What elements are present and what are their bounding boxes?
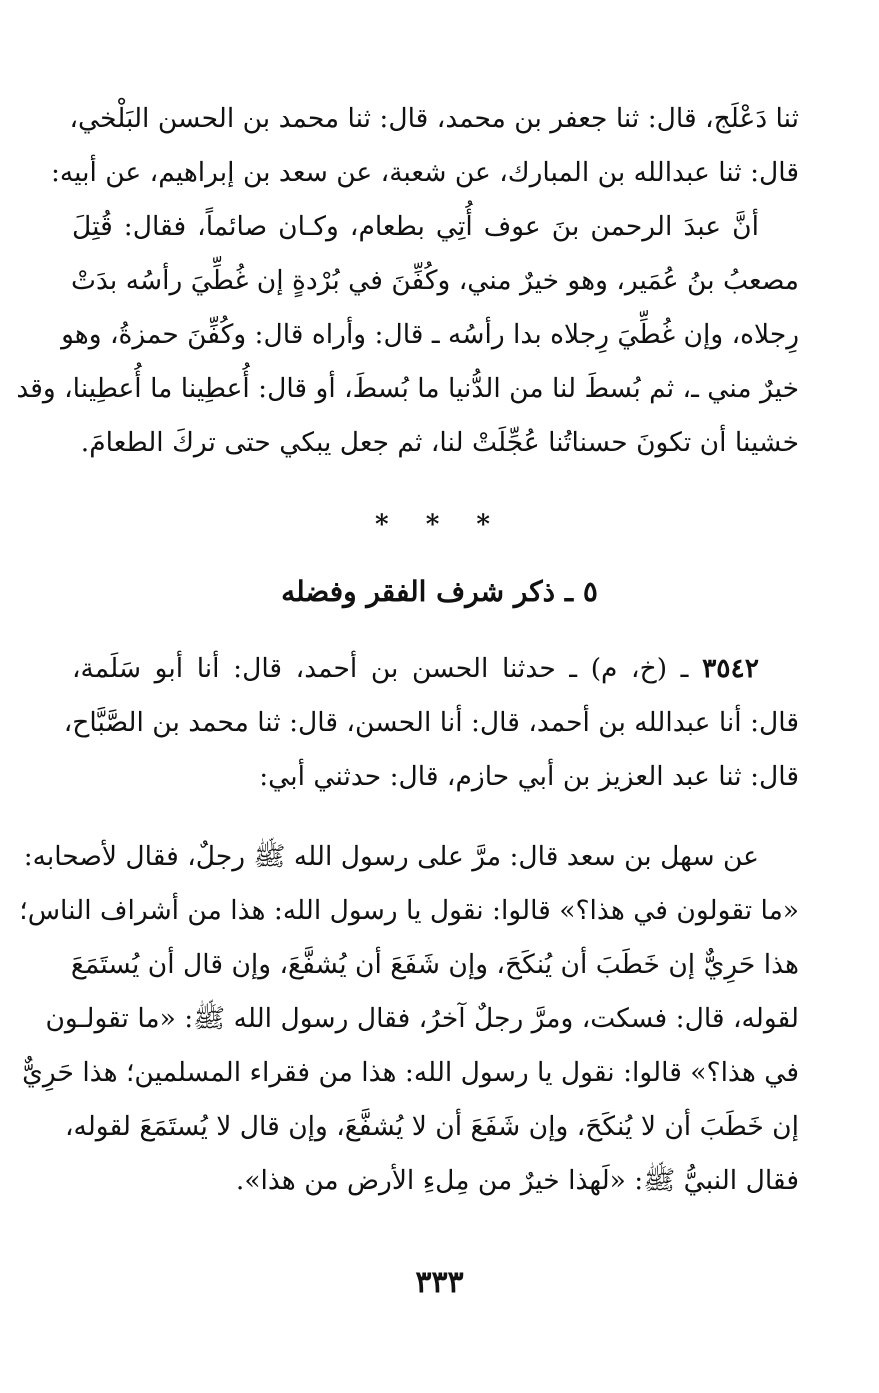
matn-line: رِجلاه، وإن غُطِّيَ رِجلاه بدا رأسُه ـ قال: وأراه قال: وكُفِّنَ حمزةُ، وهو — [61, 319, 799, 350]
matn-line: عن سهل بن سعد قال: مرَّ على رسول الله ﷺ رجلٌ، فقال لأصحابه: — [23, 841, 759, 872]
hadith-number: ٣٥٤٢ — [702, 653, 759, 684]
isnad-line: قال: ثنا عبدالله بن المبارك، عن شعبة، عن سعد بن إبراهيم، عن أبيه: — [50, 157, 799, 188]
matn-line: خيرٌ مني ـ، ثم بُسطَ لنا من الدُّنيا ما بُسطَ، أو قال: أُعطِينا ما أُعطِينا، وقد — [16, 373, 799, 404]
isnad-line: ـ (خ، م) ـ حدثنا الحسن بن أحمد، قال: أنا أبو سَلَمة، — [72, 653, 689, 684]
section-heading: ٥ ـ ذكر شرف الفقر وفضله — [281, 575, 598, 608]
isnad-line: قال: ثنا عبد العزيز بن أبي حازم، قال: حدثني أبي: — [259, 761, 799, 792]
matn-line: هذا حَرِيٌّ إن خَطَبَ أن يُنكَحَ، وإن شَفَعَ أن يُشفَّعَ، وإن قال أن يُستَمَعَ — [70, 949, 799, 980]
isnad-line: قال: أنا عبدالله بن أحمد، قال: أنا الحسن، قال: ثنا محمد بن الصَّبَّاح، — [63, 707, 799, 738]
page-number: ٣٣٣ — [415, 1265, 464, 1300]
matn-line: في هذا؟» قالوا: نقول يا رسول الله: هذا من فقراء المسلمين؛ هذا حَرِيٌّ — [22, 1057, 799, 1088]
matn-line: مصعبُ بنُ عُمَير، وهو خيرٌ مني، وكُفِّنَ في بُرْدةٍ إن غُطِّيَ رأسُه بدَتْ — [71, 265, 799, 296]
top-paragraph — [16, 92, 799, 470]
matn-line: لقوله، قال: فسكت، ومرَّ رجلٌ آخرُ، فقال رسول الله ﷺ: «ما تقولـون — [45, 1003, 799, 1034]
hadith-first-line — [72, 642, 799, 696]
matn-line: خشينا أن تكونَ حسناتُنا عُجِّلَتْ لنا، ثم جعل يبكي حتى تركَ الطعامَ. — [80, 427, 799, 458]
matn-line: «ما تقولون في هذا؟» قالوا: نقول يا رسول الله: هذا من أشراف الناس؛ — [19, 895, 799, 926]
hadith-isnad — [63, 642, 799, 804]
matn-line: أنَّ عبدَ الرحمن بنَ عوف أُتِي بطعام، وكـان صائماً، فقال: قُتِلَ — [72, 211, 759, 242]
matn-line: فقال النبيُّ ﷺ: «لَهذا خيرٌ من مِلءِ الأرض من هذا». — [235, 1165, 799, 1196]
hadith-matn — [19, 830, 799, 1208]
isnad-line: ثنا دَعْلَج، قال: ثنا جعفر بن محمد، قال: ثنا محمد بن الحسن البَلْخي، — [69, 103, 799, 134]
matn-line: إن خَطَبَ أن لا يُنكَحَ، وإن شَفَعَ أن لا يُشفَّعَ، وإن قال لا يُستَمَعَ لقوله، — [64, 1111, 799, 1142]
section-separator: * * * — [375, 510, 504, 540]
